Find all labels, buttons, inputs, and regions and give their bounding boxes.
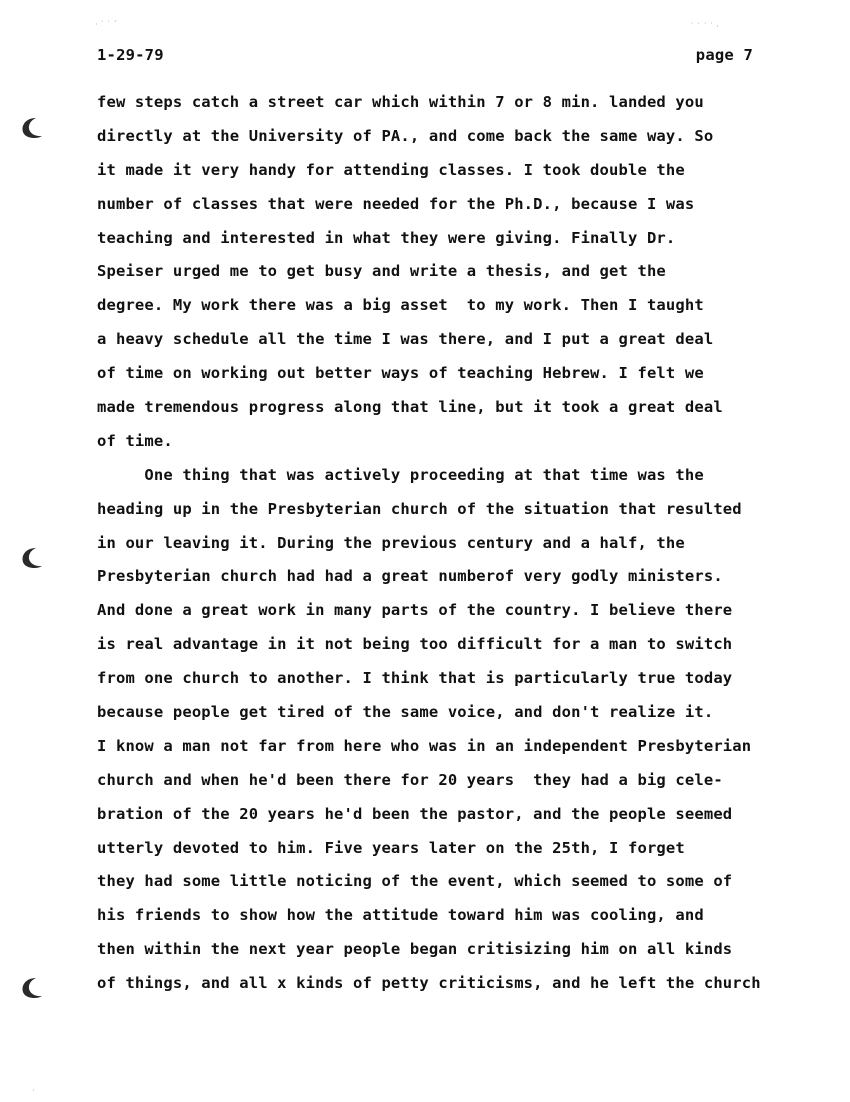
- text-line: from one church to another. I think that is particularly true today: [97, 669, 733, 688]
- text-line: they had some little noticing of the event, which seemed to some of: [97, 872, 733, 891]
- text-line: utterly devoted to him. Five years later on the 25th, I forget: [97, 838, 685, 857]
- text-line: it made it very handy for attending classes. I took double the: [97, 160, 685, 179]
- text-line: a heavy schedule all the time I was there, and I put a great deal: [97, 330, 714, 349]
- text-line: of time.: [97, 431, 173, 450]
- page-header: [97, 46, 753, 70]
- text-line: of things, and all x kinds of petty criticisms, and he left the church: [97, 974, 761, 993]
- text-line: his friends to show how the attitude toward him was cooling, and: [97, 906, 704, 925]
- text-line: Speiser urged me to get busy and write a thesis, and get the: [97, 262, 666, 281]
- scan-speck: · ˙ ˙ ´: [95, 20, 118, 29]
- text-line: One thing that was actively proceeding at that time was the: [97, 465, 704, 484]
- text-line: in our leaving it. During the previous century and a half, the: [97, 533, 685, 552]
- punch-hole-icon: [14, 972, 44, 1002]
- page-date: 1-29-79: [97, 46, 164, 64]
- text-line: directly at the University of PA., and come back the same way. So: [97, 126, 714, 145]
- text-line: number of classes that were needed for the Ph.D., because I was: [97, 194, 695, 213]
- text-line: I know a man not far from here who was in an independent Presbyterian: [97, 736, 752, 755]
- text-line: teaching and interested in what they were giving. Finally Dr.: [97, 228, 676, 247]
- text-line: heading up in the Presbyterian church of the situation that resulted: [97, 499, 742, 518]
- text-line: because people get tired of the same voice, and don't realize it.: [97, 703, 714, 722]
- punch-hole-icon: [14, 542, 44, 572]
- text-line: And done a great work in many parts of the country. I believe there: [97, 601, 733, 620]
- scan-speck: ·: [32, 1086, 35, 1095]
- text-line: Presbyterian church had had a great numberof very godly ministers.: [97, 567, 723, 586]
- text-line: few steps catch a street car which within 7 or 8 min. landed you: [97, 93, 704, 111]
- text-line: of time on working out better ways of teaching Hebrew. I felt we: [97, 364, 704, 383]
- text-line: church and when he'd been there for 20 years they had a big cele-: [97, 770, 723, 789]
- text-line: bration of the 20 years he'd been the pastor, and the people seemed: [97, 804, 733, 823]
- text-line: made tremendous progress along that line, but it took a great deal: [97, 398, 723, 417]
- punch-hole-icon: [14, 112, 44, 142]
- page-number: page 7: [695, 46, 753, 64]
- text-line: degree. My work there was a big asset to my work. Then I taught: [97, 296, 704, 315]
- text-line: then within the next year people began critisizing him on all kinds: [97, 940, 733, 959]
- body-text: [97, 86, 827, 1001]
- text-line: is real advantage in it not being too difficult for a man to switch: [97, 635, 733, 654]
- scan-speck: ˙ ˙ ˙ ˙ ·: [690, 22, 719, 31]
